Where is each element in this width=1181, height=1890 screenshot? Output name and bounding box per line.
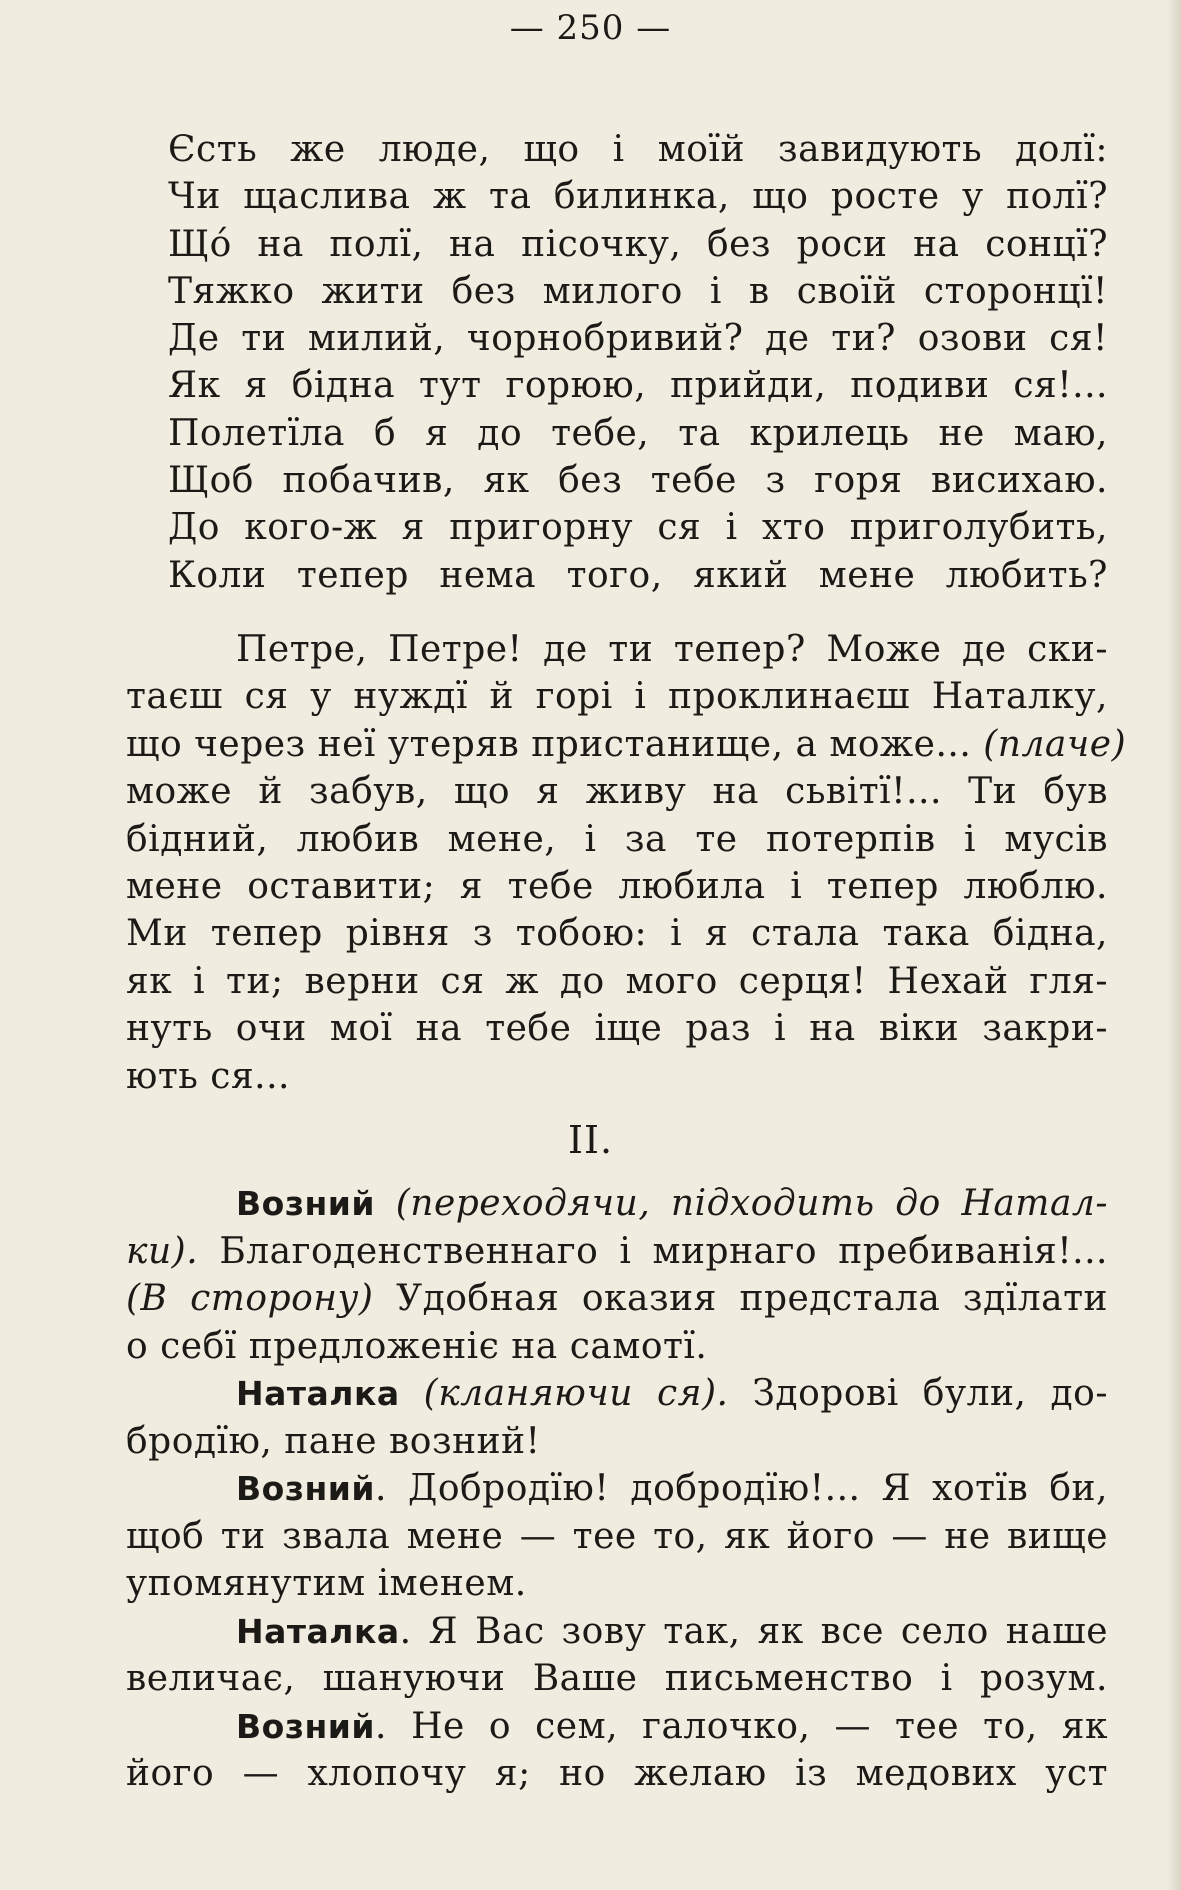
prose-line: ють ся...: [126, 1055, 291, 1097]
prose-line: Петре, Петре! де ти тепер? Може де ски-: [236, 629, 1108, 670]
poem-line: Щó на полї, на пісочку, без роси на сонцї?: [168, 223, 1108, 265]
stage-direction: (плаче): [983, 723, 1127, 765]
dialogue-line: [126, 1180, 1108, 1228]
dialogue-line: Возний. Не о сем, галочко, — тее то, як: [236, 1705, 1108, 1747]
dialogue-line: щоб ти звала мене — тее то, як його — не вище: [126, 1515, 1108, 1557]
dialogue-line: його — хлопочу я; но желаю із медових уст: [126, 1753, 1108, 1794]
dialogue-line: [126, 1370, 1108, 1418]
prose-line: нуть очи мої на тебе іще раз і на віки закри-: [126, 1008, 1108, 1050]
poem-line: Єсть же люде, що і моїй завидують долї:: [168, 129, 1108, 170]
poem-line: Де ти милий, чорнобривий? де ти? озови ся!: [168, 318, 1108, 360]
speech-text: Добродїю! добродїю!... Я хотїв би,: [408, 1468, 1108, 1509]
stage-direction: ки).: [126, 1230, 199, 1272]
poem-line: Щоб побачив, як без тебе з горя висихаю.: [168, 460, 1108, 502]
dialogue-line: Возний. Добродїю! добродїю!... Я хотїв би,: [236, 1468, 1108, 1509]
speaker-name: Наталка: [236, 1374, 400, 1413]
speaker-name: Возний: [236, 1469, 376, 1508]
dialogue-block: [126, 1180, 1108, 1798]
speech-text: Я Вас зову так, як все село наше: [428, 1610, 1108, 1652]
poem-line: Тяжко жити без милого і в своїй сторонцї!: [168, 270, 1108, 312]
prose-line: як і ти; верни ся ж до мого серця! Нехай гля-: [126, 960, 1108, 1002]
speech-text: Удобная оказия предстала здїлати: [396, 1278, 1108, 1319]
stage-direction: (кланяючи ся).: [423, 1373, 729, 1414]
page-number: — 250 —: [509, 8, 672, 48]
poem-line: Полетїла б я до тебе, та крилець не маю,: [168, 412, 1108, 454]
stage-direction: (В сторону): [126, 1278, 374, 1319]
prose-line: бідний, любив мене, і за те потерпів і мусів: [126, 818, 1108, 860]
prose-line: може й забув, що я живу на сьвітї!... Ти був: [126, 771, 1108, 813]
dialogue-line: о себї предложеніє на самотї.: [126, 1325, 708, 1367]
dialogue-line: [126, 1275, 1108, 1323]
page-edge-shadow: [1167, 0, 1181, 1890]
monologue-paragraph: [126, 626, 1127, 1100]
dialogue-line: Наталка. Я Вас зову так, як все село наше: [236, 1610, 1108, 1652]
poem-line: До кого-ж я пригорну ся і хто приголубить,: [168, 507, 1108, 549]
prose-line: мене оставити; я тебе любила і тепер люблю.: [126, 866, 1108, 908]
prose-text: що через неї утеряв пристанище, а може...: [126, 723, 972, 765]
speech-text: Благоденственнаго і мирнаго пребиванія!...: [219, 1230, 1108, 1272]
prose-line: таєш ся у нуждї й горі і проклинаєш Наталку,: [126, 676, 1108, 718]
prose-line: Ми тепер рівня з тобою: і я стала така бідна,: [126, 913, 1108, 955]
speaker-name: Возний: [236, 1706, 376, 1746]
poem-line: Коли тепер нема того, який мене любить?: [168, 554, 1108, 596]
section-heading: II.: [567, 1118, 614, 1162]
speech-text: Не о сем, галочко, — тее то, як: [411, 1705, 1108, 1747]
dialogue-line: величає, шануючи Ваше письменство і розум.: [126, 1658, 1108, 1699]
speaker-name: Наталка: [236, 1611, 400, 1651]
poem-line: Чи щаслива ж та билинка, що росте у полї?: [168, 176, 1108, 218]
poem-line: Як я бідна тут горюю, прийди, подиви ся!...: [168, 365, 1108, 407]
dialogue-line: упомянутим іменем.: [126, 1563, 527, 1604]
prose-line: [126, 721, 1127, 768]
stage-direction: (переходячи, підходить до Натал-: [395, 1183, 1108, 1224]
speaker-name: Возний: [236, 1184, 376, 1223]
dialogue-line: [126, 1228, 1108, 1276]
speech-text: Здорові були, до-: [752, 1373, 1109, 1414]
poem-block: [168, 126, 1108, 599]
dialogue-line: бродїю, пане возний!: [126, 1420, 541, 1462]
